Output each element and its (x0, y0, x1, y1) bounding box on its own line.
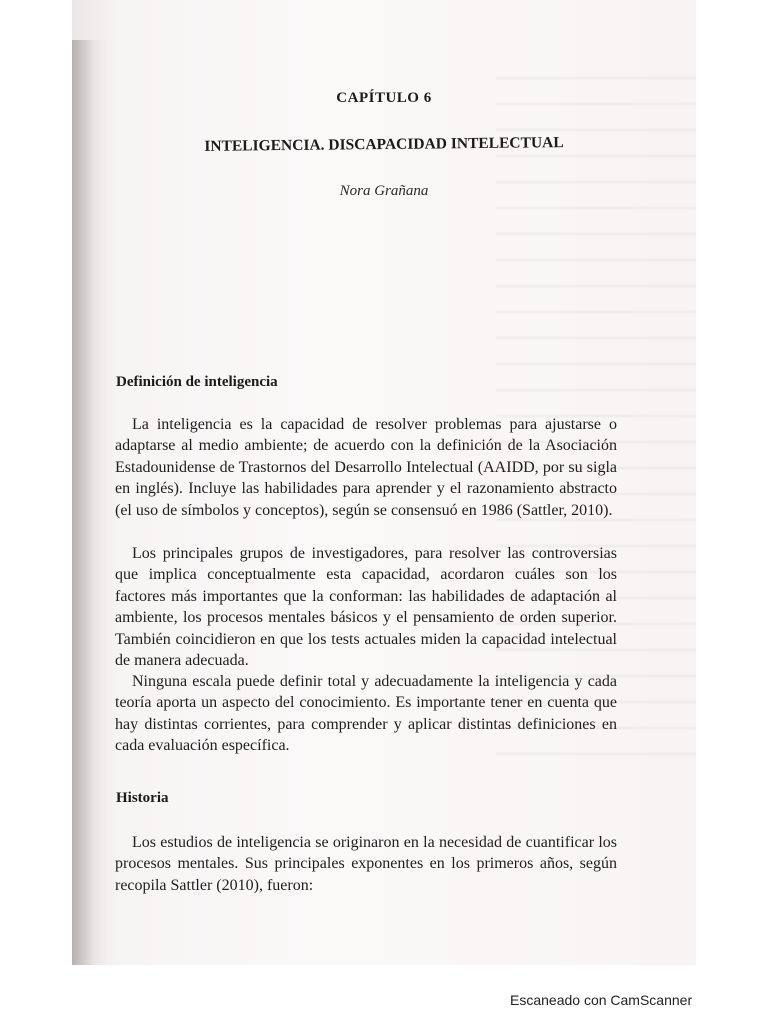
section-heading-definicion: Definición de inteligencia (116, 374, 278, 390)
paragraph-historia-1: Los estudios de inteligencia se originaron en la necesidad de cuantificar los procesos mentales. Sus principales exponentes en los primeros años, según recopila Sattler (2010), fueron: (115, 834, 617, 894)
chapter-title: INTELIGENCIA. DISCAPACIDAD INTELECTUAL (204, 134, 564, 155)
section-heading-historia: Historia (116, 790, 169, 806)
scan-shadow-left (72, 40, 108, 965)
book-page (72, 0, 696, 965)
paragraph-definicion-3: Ninguna escala puede definir total y adecuadamente la inteligencia y cada teoría aporta un aspecto del conocimiento. Es importante tener en cuenta que hay distintas corrientes, para comprender y aplicar distintas definiciones en cada evaluación específica. (115, 673, 617, 755)
paragraph-definicion-2: Los principales grupos de investigadores, para resolver las controversias que implica conceptualmente esta capacidad, acordaron cuáles son los factores más importantes que la conforman: las habilidades de adaptación al ambiente, los procesos mentales básicos y el pensamiento de orden superior. También coincidieron en que los tests actuales miden la capacidad intelectual de manera adecuada. (115, 545, 617, 670)
chapter-label: CAPÍTULO 6 (336, 90, 432, 106)
paragraph-definicion-1: La inteligencia es la capacidad de resolver problemas para ajustarse o adaptarse al medio ambiente; de acuerdo con la definición de la Asociación Estadounidense de Trastornos del Desarrollo Intelectual (AAIDD, por su sigla en inglés). Incluye las habilidades para aprender y el razonamiento abstracto (el uso de símbolos y conceptos), según se consensuó en 1986 (Sattler, 2010). (115, 416, 617, 519)
chapter-author: Nora Grañana (339, 183, 429, 199)
camscanner-watermark: Escaneado con CamScanner (510, 992, 693, 1008)
